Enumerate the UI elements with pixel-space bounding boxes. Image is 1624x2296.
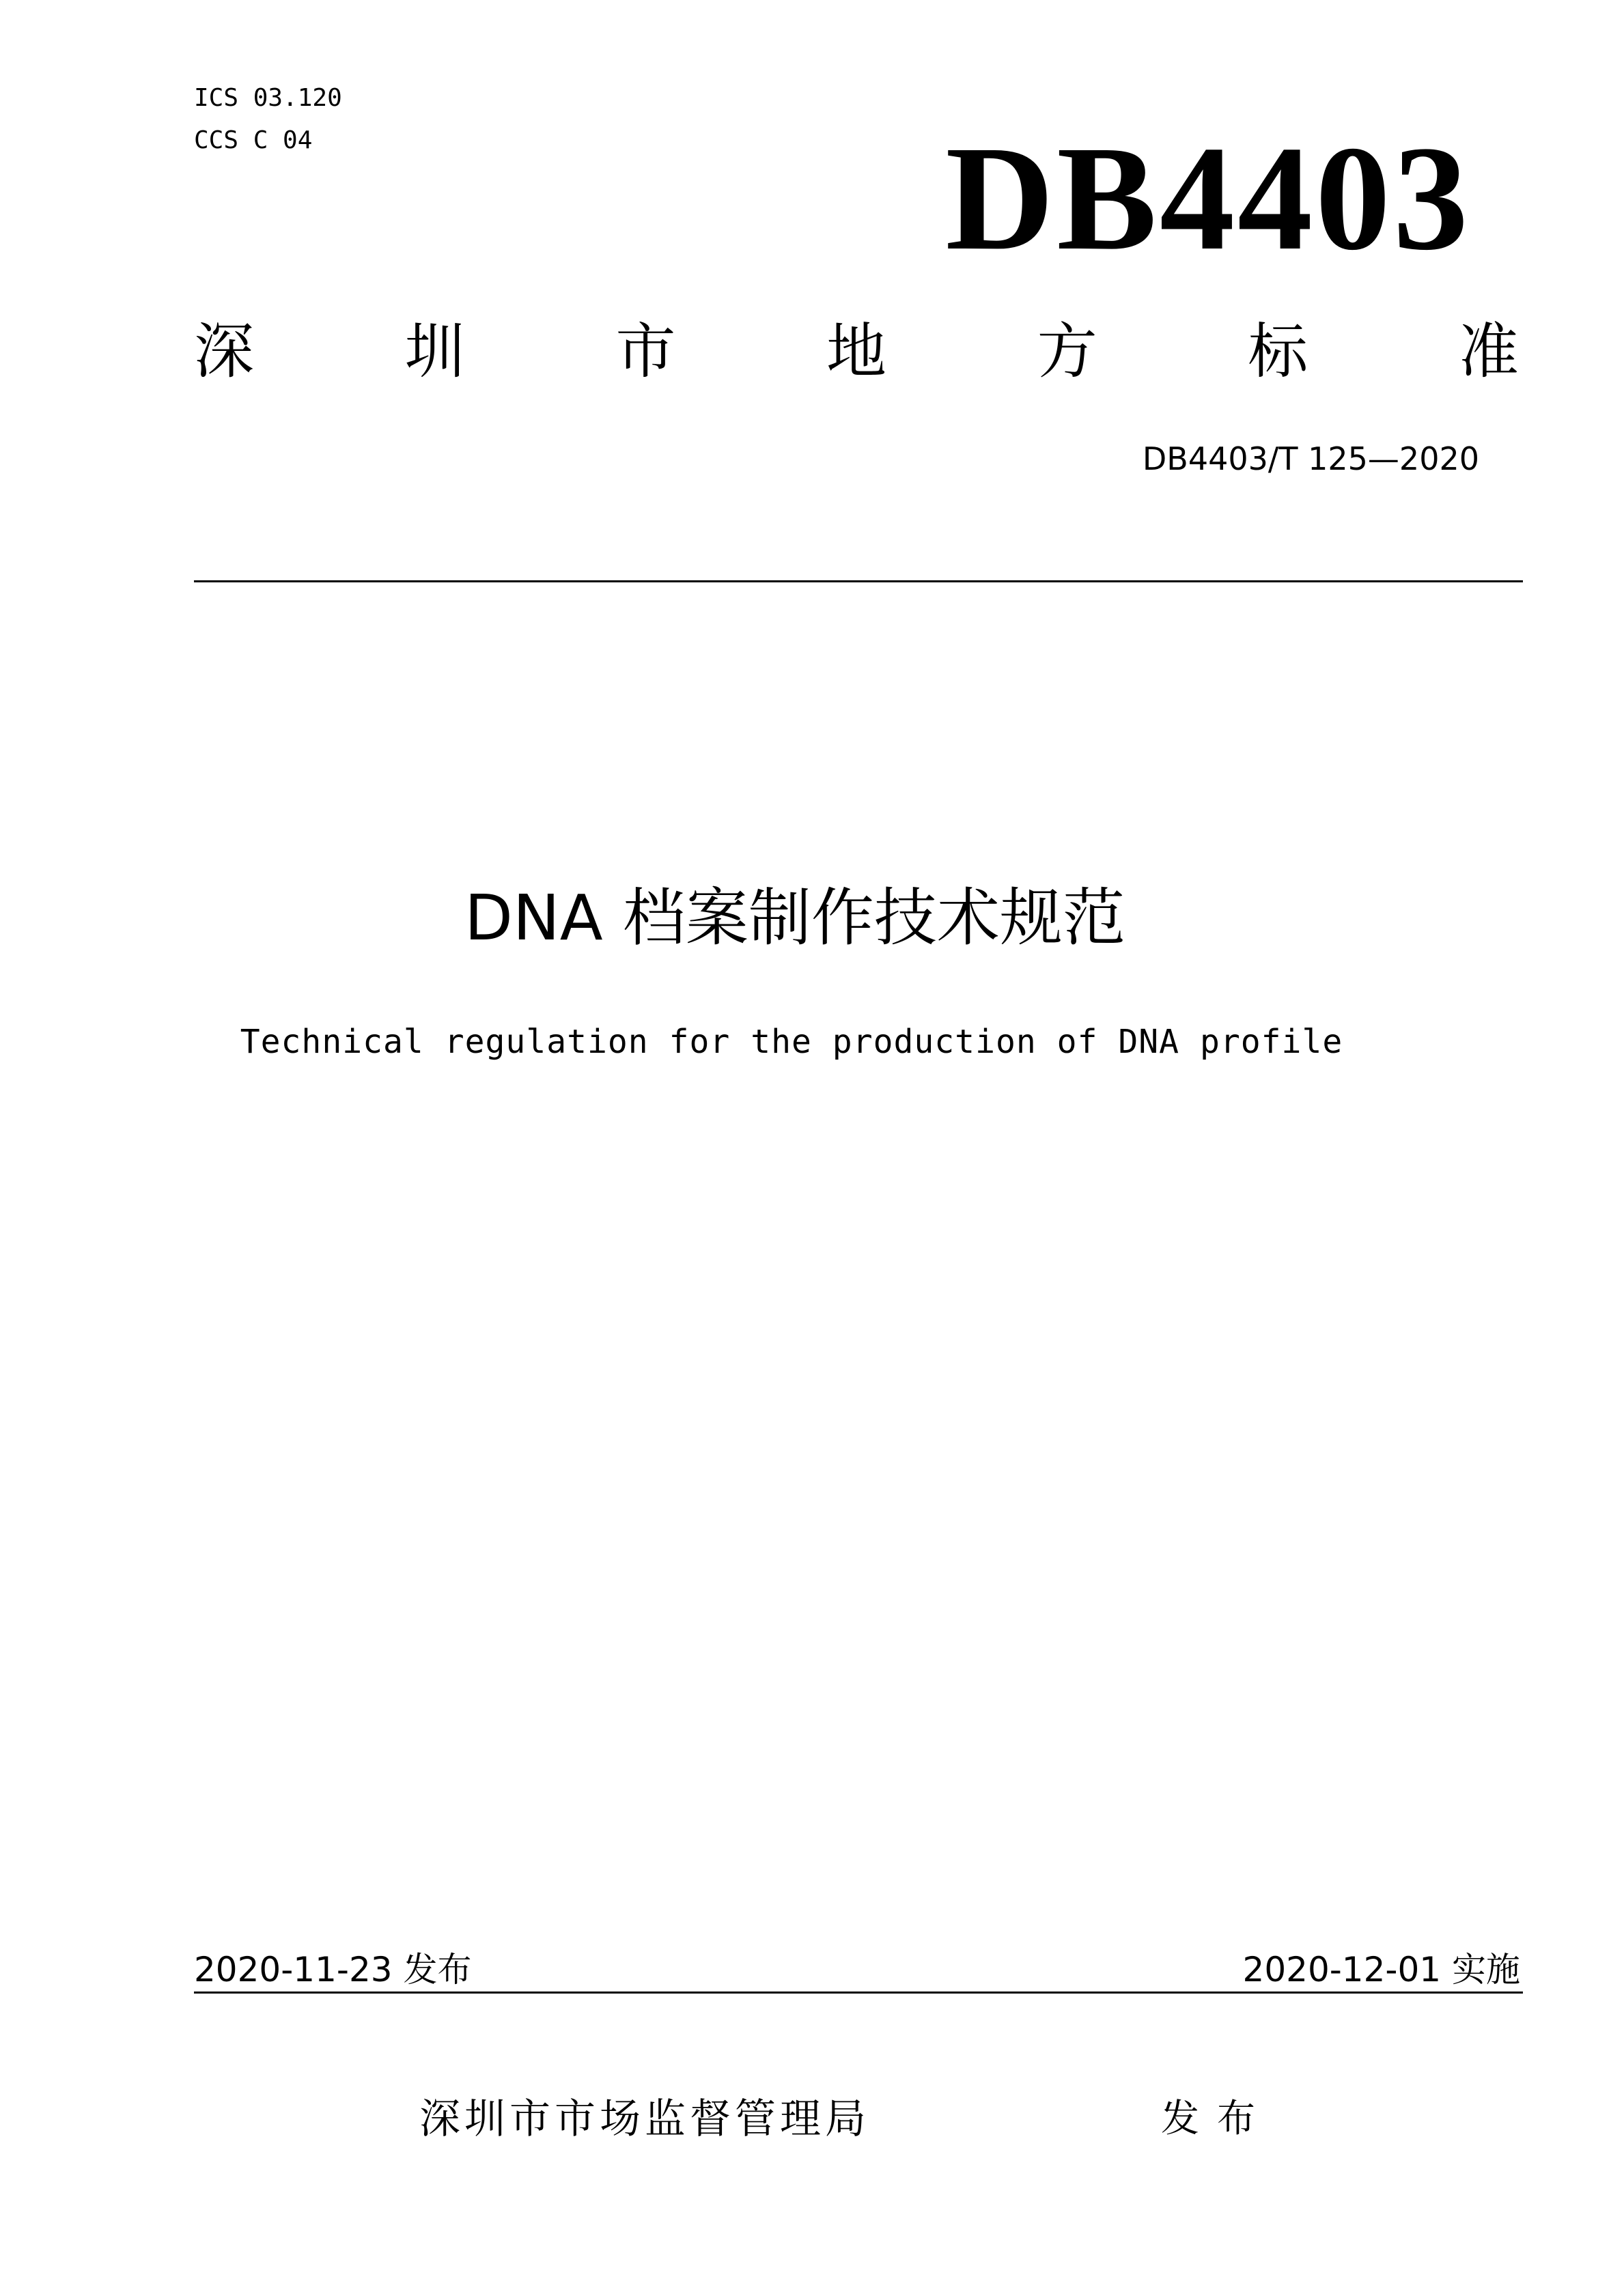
standard-type bbox=[194, 317, 1519, 386]
implement-date: 2020-12-01 实施 bbox=[1242, 1950, 1520, 1989]
footer-divider bbox=[194, 1992, 1523, 1994]
ics-code: ICS 03.120 bbox=[194, 84, 342, 112]
standard-type-char: 深 bbox=[194, 316, 255, 386]
standard-type-char: 地 bbox=[826, 316, 886, 386]
document-title-cn: DNA 档案制作技术规范 bbox=[464, 881, 1125, 954]
publish-date: 2020-11-23 发布 bbox=[194, 1950, 472, 1989]
standard-type-char: 圳 bbox=[404, 316, 465, 386]
standard-type-char: 准 bbox=[1458, 316, 1519, 386]
ccs-code: CCS C 04 bbox=[194, 126, 313, 154]
standard-number: DB4403/T 125—2020 bbox=[1142, 440, 1479, 477]
standard-type-char: 方 bbox=[1037, 316, 1097, 386]
issuing-authority: 深圳市市场监督管理局 bbox=[419, 2095, 870, 2143]
standard-type-char: 市 bbox=[615, 316, 676, 386]
issue-label: 发布 bbox=[1161, 2097, 1273, 2141]
document-title-en: Technical regulation for the production of DNA profile bbox=[240, 1023, 1343, 1061]
standard-mark: DB4403 bbox=[945, 115, 1471, 281]
standard-type-char: 标 bbox=[1248, 316, 1308, 386]
header-divider bbox=[194, 580, 1523, 582]
